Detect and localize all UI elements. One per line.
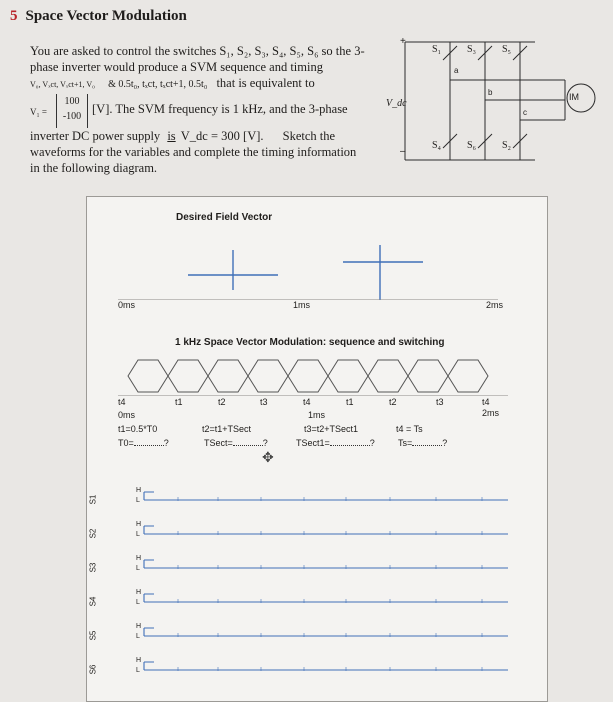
switch-s2-label: S₂ [502,140,512,151]
timing-text: & 0.5t₀, tₓct, tₓct+1, 0.5t₀ [108,79,208,90]
problem-line-6: waveforms for the variables and complete the timing information [30,145,357,159]
tsect1-label: TSect1= [296,438,330,448]
t0-blank-line [134,445,164,446]
problem-line-4: [V]. The SVM frequency is 1 kHz, and the 3-phase [92,102,348,116]
svm-title: 1 kHz Space Vector Modulation: sequence and switching [175,337,445,348]
time-label-2: t1 [175,397,183,407]
row-b-t3: t3=t2+TSect1 [304,424,359,434]
time-label-5: t4 [303,397,311,407]
field-vector-plot [118,240,498,300]
switch-s4-label: S₄ [432,140,442,151]
switch-s6-label: S₆ [467,140,477,151]
tsect1-blank[interactable]: ? [369,438,375,448]
row-a-0ms: 0ms [118,410,136,420]
s6-low: L [136,667,140,674]
problem-line-3 [30,76,315,92]
time-label-6: t1 [346,397,354,407]
problem-line-1: You are asked to control the switches S₁, S₂, S₃, S₄, S₅, S₆ so the 3- [30,44,365,58]
time-label-8: t3 [436,397,444,407]
switch-row-s1: S1 [88,494,98,505]
s5-high: H [136,623,142,630]
equivalent-text: that is equivalent to [216,76,315,90]
sketch-text: Sketch the [282,129,336,143]
motor-label: IM [569,92,579,102]
switch-s3-label: S₃ [467,44,477,55]
vector-bracket [56,94,88,128]
row-c-t0 [118,438,169,448]
switch-row-s4: S4 [88,596,98,607]
time-label-1: t4 [118,397,126,407]
field-vector-title: Desired Field Vector [176,212,273,223]
tsect1-blank-line [330,445,370,446]
sequence-text: V₀, Vₓct, Vₓct+1, V₀ [30,80,95,89]
vector-bottom: -100 [62,111,82,122]
tsect-blank-line [233,445,263,446]
plus-terminal: + [400,36,406,47]
s2-high: H [136,521,142,528]
vector-top: 100 [64,96,80,107]
problem-line-5 [30,129,335,144]
switch-row-s2: S2 [88,528,98,539]
vdc-label: V_dc [386,98,407,109]
tsect-label: TSect= [204,438,233,448]
ts-blank-line [412,445,442,446]
row-b-t4: t4 = Ts [396,424,423,434]
ts-blank[interactable]: ? [442,438,448,448]
row-b-t1: t1=0.5*T0 [118,424,158,434]
dc-supply-text: inverter DC power supply [30,129,161,143]
minus-terminal: – [400,146,406,157]
s4-high: H [136,589,142,596]
switch-s1-label: S₁ [432,44,442,55]
inverter-circuit [385,30,610,180]
section-title: Space Vector Modulation [25,8,187,24]
ts-label: Ts= [398,438,413,448]
move-cursor-icon: ✥ [262,451,274,466]
s2-low: L [136,531,140,538]
t0-blank[interactable]: ? [163,438,169,448]
switch-row-s5: S5 [88,630,98,641]
row-c-tsect1 [296,438,375,448]
s3-low: L [136,565,140,572]
svm-hexagon-strip [118,356,508,396]
vdc-value: V_dc = 300 [V]. [180,129,264,143]
s1-high: H [136,487,142,494]
problem-line-7: in the following diagram. [30,161,158,175]
node-c-label: c [523,108,527,117]
node-b-label: b [488,88,493,97]
row-b-t2: t2=t1+TSect [202,424,252,434]
switch-waveform-grid [118,478,518,693]
problem-line-2: phase inverter would produce a SVM sequence and timing [30,60,323,74]
s6-high: H [136,657,142,664]
time-label-9: t4 [482,397,490,407]
time-label-4: t3 [260,397,268,407]
field-axis-0ms: 0ms [118,300,136,310]
section-heading [10,8,187,25]
s3-high: H [136,555,142,562]
field-axis-2ms: 2ms [486,300,504,310]
s1-low: L [136,497,140,504]
section-number: 5 [10,8,18,24]
t0-label: T0= [118,438,134,448]
tsect-blank[interactable]: ? [262,438,268,448]
s5-low: L [136,633,140,640]
time-label-end: 2ms [482,408,500,418]
switch-row-s3: S3 [88,562,98,573]
time-label-3: t2 [218,397,226,407]
vector-label: V₁ = [30,107,47,117]
switch-s5-label: S₅ [502,44,512,55]
field-axis-1ms: 1ms [293,300,311,310]
s4-low: L [136,599,140,606]
row-c-ts [398,438,447,448]
time-label-7: t2 [389,397,397,407]
row-a-1ms: 1ms [308,410,326,420]
switch-row-s6: S6 [88,664,98,675]
is-text: is [167,129,176,143]
node-a-label: a [454,66,459,75]
row-c-tsect [204,438,268,448]
